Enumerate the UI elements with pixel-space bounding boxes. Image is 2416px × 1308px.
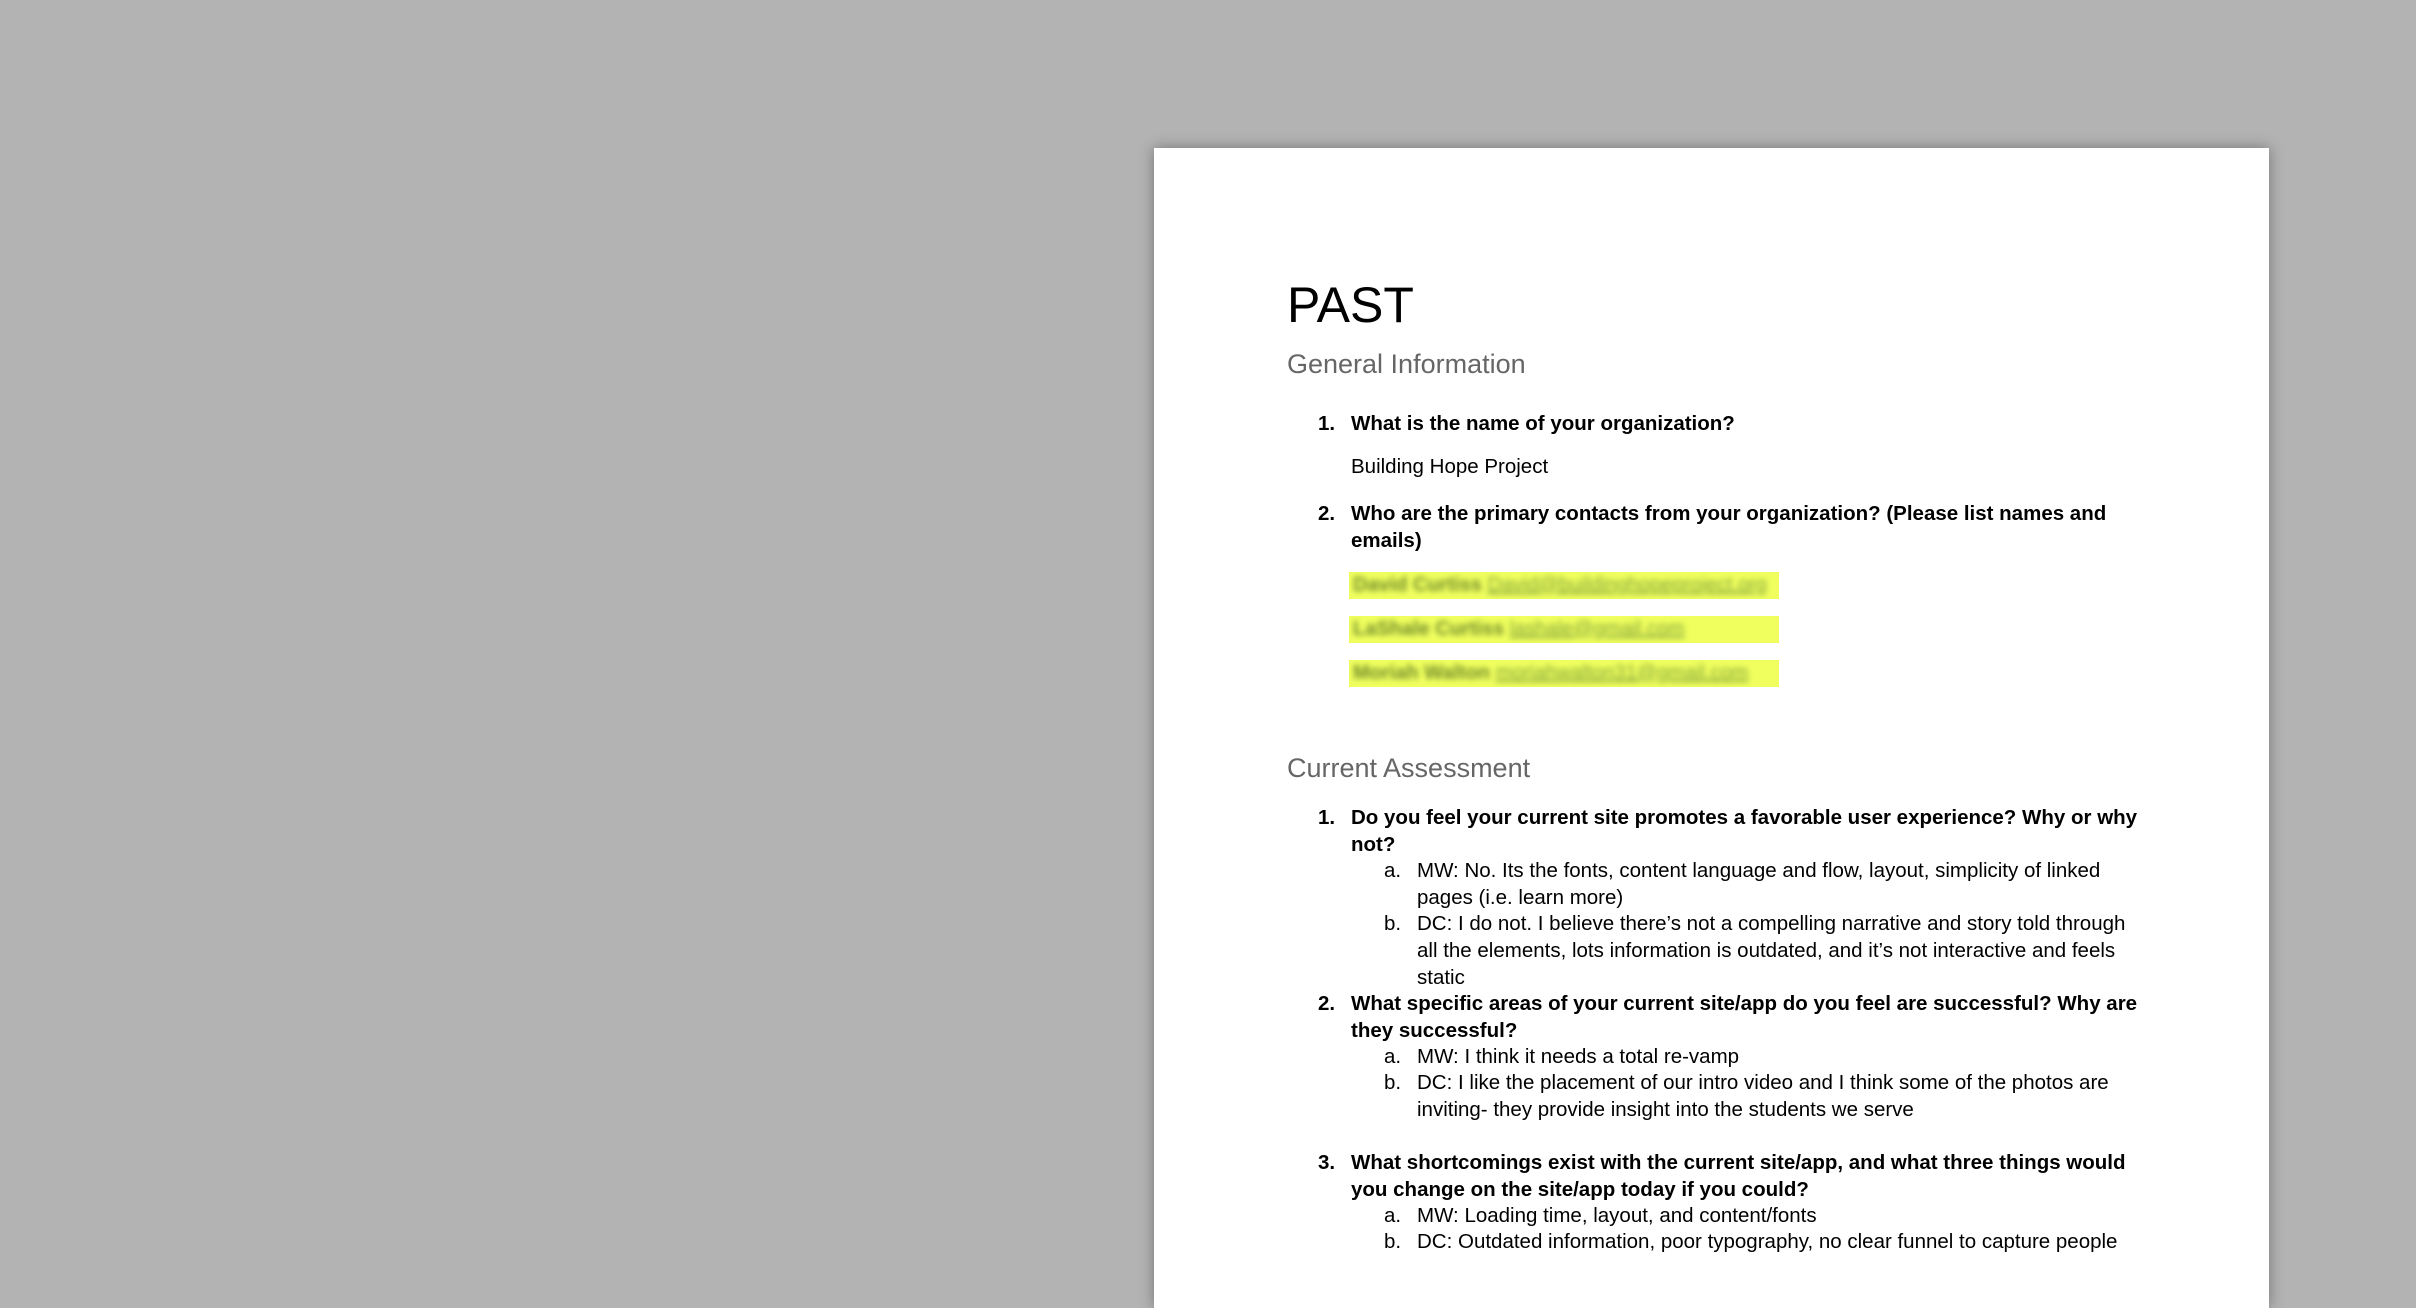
question-number: 1. (1318, 806, 1336, 829)
redacted-contact (1349, 660, 1779, 687)
question-text: Who are the primary contacts from your organization? (Please list names and emails) (1351, 502, 2107, 552)
question-number: 2. (1318, 992, 1336, 1015)
question-primary-contacts (1318, 500, 2138, 554)
contact-name: Moriah Walton (1353, 662, 1491, 684)
section-heading-current-assessment: Current Assessment (1287, 753, 1531, 783)
question-successful-areas (1318, 990, 2138, 1044)
question-number: 1. (1318, 412, 1336, 435)
answer-item (1384, 1069, 2144, 1123)
answer-text: MW: I think it needs a total re-vamp (1417, 1045, 1740, 1068)
question-org-name (1318, 410, 2138, 437)
section-heading-general-information: General Information (1287, 349, 1526, 379)
contact-email: moriahwalton31@gmail.com (1495, 662, 1749, 684)
redacted-contact (1349, 616, 1779, 643)
answer-item (1384, 1228, 2144, 1255)
answer-letter: a. (1384, 859, 1402, 882)
answer-letter: a. (1384, 1045, 1402, 1068)
question-text: What is the name of your organization? (1351, 412, 1735, 435)
document-title: PAST (1287, 277, 1414, 333)
question-text: What specific areas of your current site/app do you feel are successful? Why are they successful? (1351, 992, 2138, 1042)
contact-email: lashale@gmail.com (1509, 618, 1685, 640)
answer-item (1384, 1043, 2144, 1070)
question-number: 2. (1318, 502, 1336, 525)
question-shortcomings (1318, 1149, 2138, 1203)
answer-text: MW: Loading time, layout, and content/fonts (1417, 1204, 1817, 1227)
document-page (1154, 148, 2269, 1308)
redacted-contact (1349, 572, 1779, 599)
answer-item (1384, 857, 2144, 911)
answer-letter: a. (1384, 1204, 1402, 1227)
answer-text: DC: Outdated information, poor typography, no clear funnel to capture people (1417, 1230, 2118, 1253)
answer-item (1384, 910, 2144, 991)
answer-text: MW: No. Its the fonts, content language and flow, layout, simplicity of linked pages (i.e. learn more) (1417, 859, 2101, 909)
answer-letter: b. (1384, 1230, 1402, 1253)
answer-text: DC: I do not. I believe there’s not a compelling narrative and story told through all the elements, lots information is outdated, and it’s not interactive and feels static (1417, 912, 2126, 989)
question-text: What shortcomings exist with the current site/app, and what three things would you change on the site/app today if you could? (1351, 1151, 2126, 1201)
answer-item (1384, 1202, 2144, 1229)
question-text: Do you feel your current site promotes a favorable user experience? Why or why not? (1351, 806, 2138, 856)
contact-email: David@buildinghopeproject.org (1487, 574, 1767, 596)
answer-letter: b. (1384, 912, 1402, 935)
contact-name: David Curtiss (1353, 574, 1482, 596)
answer-org-name: Building Hope Project (1351, 455, 1549, 478)
question-user-experience (1318, 804, 2138, 858)
answer-text: DC: I like the placement of our intro video and I think some of the photos are inviting- they provide insight into the students we serve (1417, 1071, 2109, 1121)
contact-name: LaShale Curtiss (1353, 618, 1505, 640)
question-number: 3. (1318, 1151, 1336, 1174)
answer-letter: b. (1384, 1071, 1402, 1094)
